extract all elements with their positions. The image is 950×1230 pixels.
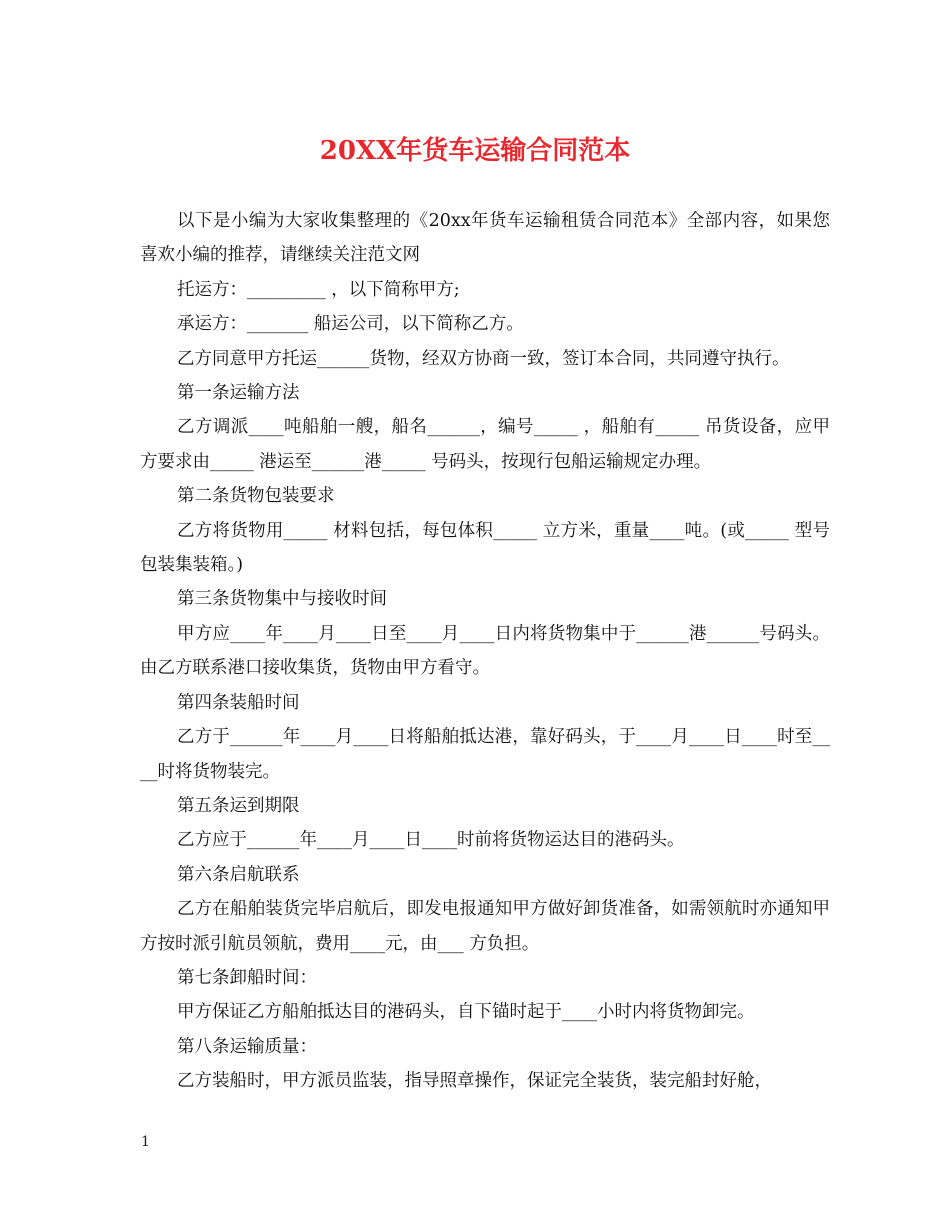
article-4-heading: 第四条装船时间	[177, 692, 300, 713]
paragraph-shipper: 托运方：_________ ，以下简称甲方;	[177, 279, 460, 300]
paragraph-intro: 以下是小编为大家收集整理的《20xx年货车运输租赁合同范本》全部内容，如果您喜欢小编的推荐，请继续关注范文网	[140, 211, 830, 266]
article-7-heading: 第七条卸船时间：	[177, 967, 317, 988]
article-2-text: 乙方将货物用_____ 材料包括，每包体积_____ 立方米，重量____吨。(或_____ 型号包装集装箱。)	[140, 520, 830, 576]
article-8-text: 乙方装船时，甲方派员监装，指导照章操作，保证完全装货，装完船封好舱，	[177, 1071, 772, 1092]
article-3-heading: 第三条货物集中与接收时间	[177, 589, 387, 610]
article-4-text: 乙方于______年____月____日将船舶抵达港，靠好码头，于____月____日____时至____时将货物装完。	[140, 727, 830, 782]
document-title: 20XX年货车运输合同范本	[319, 136, 631, 166]
article-8-heading: 第八条运输质量：	[177, 1036, 317, 1057]
document-body	[140, 204, 830, 1099]
article-6-heading: 第六条启航联系	[177, 864, 300, 885]
article-7-text: 甲方保证乙方船舶抵达目的港码头，自下锚时起于____小时内将货物卸完。	[177, 1002, 755, 1023]
paragraph-carrier: 承运方：_______ 船运公司，以下简称乙方。	[177, 314, 524, 335]
article-6-text: 乙方在船舶装货完毕启航后，即发电报通知甲方做好卸货准备，如需领航时亦通知甲方按时派引航员领航，费用____元，由___ 方负担。	[140, 899, 830, 954]
page-number: 1	[141, 1134, 150, 1150]
article-5-heading: 第五条运到期限	[177, 795, 300, 816]
article-3-text: 甲方应____年____月____日至____月____日内将货物集中于______港______号码头。由乙方联系港口接收集货，货物由甲方看守。	[140, 623, 830, 679]
article-5-text: 乙方应于______年____月____日____时前将货物运达目的港码头。	[177, 830, 685, 851]
article-2-heading: 第二条货物包装要求	[177, 486, 335, 507]
article-1-heading: 第一条运输方法	[177, 383, 300, 404]
article-1-text: 乙方调派____吨船舶一艘，船名______，编号_____ ，船舶有_____ 吊货设备，应甲方要求由_____ 港运至______港_____ 号码头，按现行包船运输规定办理。	[140, 417, 830, 472]
paragraph-agreement: 乙方同意甲方托运______货物，经双方协商一致，签订本合同，共同遵守执行。	[177, 348, 790, 369]
